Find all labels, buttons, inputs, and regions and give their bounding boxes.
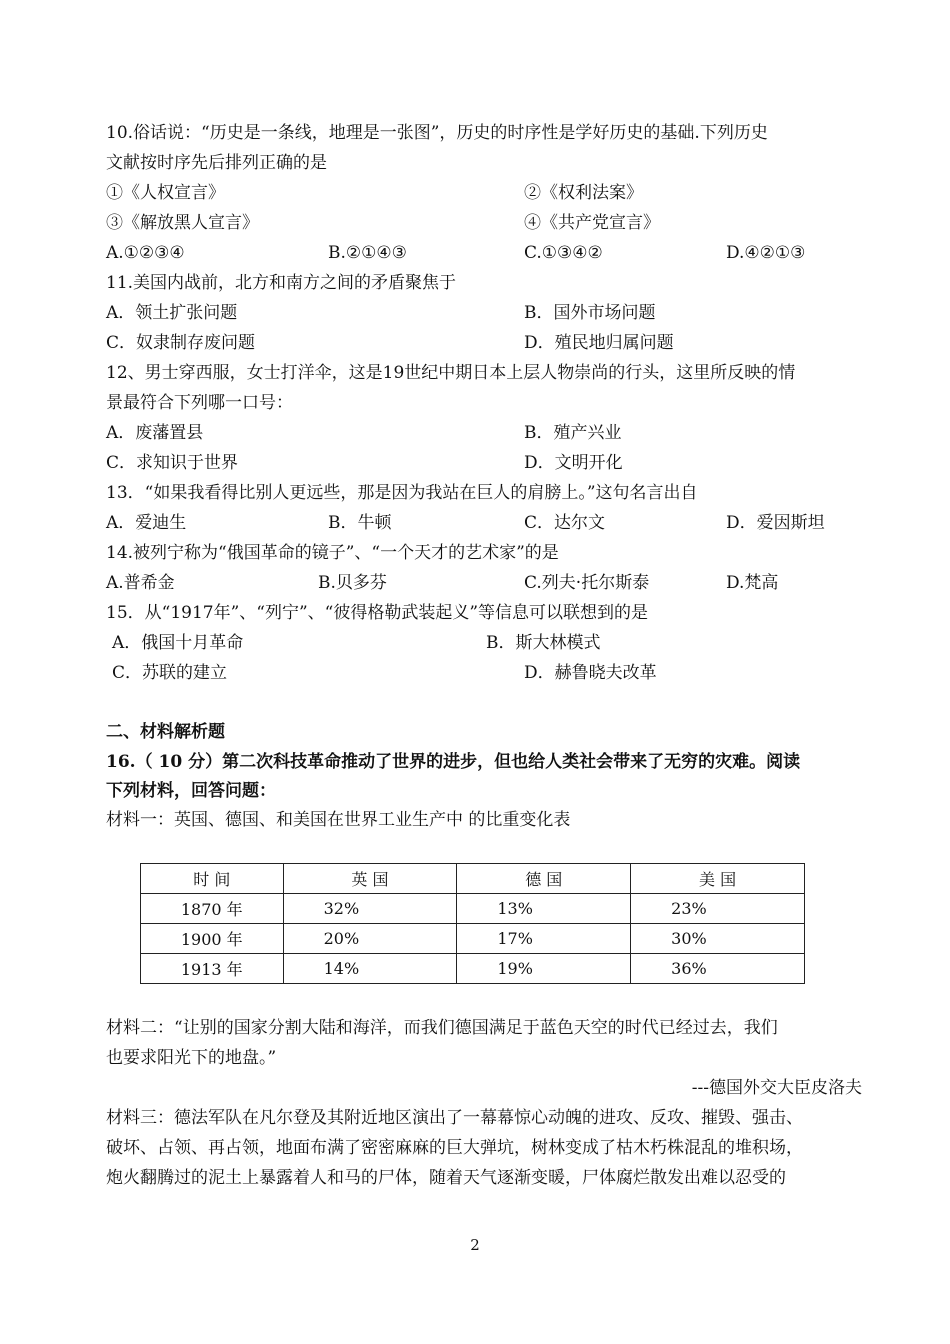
q12-option-c: C．求知识于世界 xyxy=(106,453,239,473)
q14-option-a: A.普希金 xyxy=(106,573,175,593)
material3-line2: 破坏、占领、再占领，地面布满了密密麻麻的巨大弹坑，树林变成了枯木朽株混乱的堆积场， xyxy=(106,1138,803,1158)
table-cell-value: 14% xyxy=(283,954,457,984)
q10-item-4: ④《共产党宣言》 xyxy=(524,213,660,233)
table-row xyxy=(141,954,805,984)
q11-stem: 11.美国内战前，北方和南方之间的矛盾聚焦于 xyxy=(106,273,457,293)
q15-stem: 15．从“1917年”、“列宁”、“彼得格勒武装起义”等信息可以联想到的是 xyxy=(106,603,649,623)
q12-option-d: D．文明开化 xyxy=(524,453,623,473)
table-cell-value: 32% xyxy=(283,894,457,924)
q10-stem-line1: 10.俗话说：“历史是一条线，地理是一张图”，历史的时序性是学好历史的基础.下列历史 xyxy=(106,123,768,143)
material1-title: 材料一：英国、德国、和美国在世界工业生产中 的比重变化表 xyxy=(106,810,571,830)
material3-line3: 炮火翻腾过的泥土上暴露着人和马的尸体，随着天气逐渐变暖，尸体腐烂散发出难以忍受的 xyxy=(106,1168,786,1188)
q13-option-b: B．牛顿 xyxy=(328,513,392,533)
q10-option-b: B.②①④③ xyxy=(328,243,407,263)
q14-option-d: D.梵高 xyxy=(726,573,779,593)
table-row xyxy=(141,924,805,954)
table-cell-value: 17% xyxy=(457,924,631,954)
material2-line1: 材料二：“让别的国家分割大陆和海洋，而我们德国满足于蓝色天空的时代已经过去，我们 xyxy=(106,1018,778,1038)
q11-option-d: D．殖民地归属问题 xyxy=(524,333,674,353)
q12-option-a: A．废藩置县 xyxy=(106,423,204,443)
q12-option-b: B．殖产兴业 xyxy=(524,423,622,443)
q13-option-a: A．爱迪生 xyxy=(106,513,187,533)
q16-stem-line1: 16.（ 10 分）第二次科技革命推动了世界的进步，但也给人类社会带来了无穷的灾难。阅读 xyxy=(106,752,801,772)
q15-option-c: C．苏联的建立 xyxy=(112,663,228,683)
table-cell-value: 30% xyxy=(631,924,805,954)
q11-option-a: A．领土扩张问题 xyxy=(106,303,238,323)
q12-stem-line1: 12、男士穿西服，女士打洋伞，这是19世纪中期日本上层人物崇尚的行头，这里所反映的情 xyxy=(106,363,796,383)
q14-option-c: C.列夫·托尔斯泰 xyxy=(524,573,650,593)
q13-stem: 13．“如果我看得比别人更远些，那是因为我站在巨人的肩膀上。”这句名言出自 xyxy=(106,483,698,503)
q16-stem-line2: 下列材料，回答问题： xyxy=(106,781,276,801)
table-cell-value: 36% xyxy=(631,954,805,984)
table-cell-year: 1900 年 xyxy=(141,924,284,954)
q15-option-a: A．俄国十月革命 xyxy=(112,633,244,653)
table-header-cell: 时 间 xyxy=(141,864,284,894)
q10-item-1: ①《人权宣言》 xyxy=(106,183,225,203)
q15-option-d: D．赫鲁晓夫改革 xyxy=(524,663,657,683)
q10-option-a: A.①②③④ xyxy=(106,243,185,263)
table-header-row xyxy=(141,864,805,894)
q10-item-3: ③《解放黑人宣言》 xyxy=(106,213,259,233)
q14-option-b: B.贝多芬 xyxy=(318,573,387,593)
table-cell-year: 1913 年 xyxy=(141,954,284,984)
q10-item-2: ②《权利法案》 xyxy=(524,183,643,203)
table-header-cell: 德 国 xyxy=(457,864,631,894)
q15-option-b: B．斯大林模式 xyxy=(486,633,601,653)
material2-source: ---德国外交大臣皮洛夫 xyxy=(691,1078,862,1098)
table-row xyxy=(141,894,805,924)
q12-stem-line2: 景最符合下列哪一口号： xyxy=(106,393,293,413)
section-title: 二、材料解析题 xyxy=(106,722,225,742)
q10-option-d: D.④②①③ xyxy=(726,243,806,263)
table-cell-value: 23% xyxy=(631,894,805,924)
material3-line1: 材料三：德法军队在凡尔登及其附近地区演出了一幕幕惊心动魄的进攻、反攻、摧毁、强击、 xyxy=(106,1108,803,1128)
page-number: 2 xyxy=(470,1236,480,1254)
industry-share-table xyxy=(140,863,805,984)
q13-option-d: D．爱因斯坦 xyxy=(726,513,825,533)
table-cell-value: 19% xyxy=(457,954,631,984)
q13-option-c: C．达尔文 xyxy=(524,513,606,533)
q10-option-c: C.①③④② xyxy=(524,243,603,263)
q11-option-c: C．奴隶制存废问题 xyxy=(106,333,256,353)
material2-line2: 也要求阳光下的地盘。” xyxy=(106,1048,277,1068)
table-header-cell: 英 国 xyxy=(283,864,457,894)
table-cell-value: 13% xyxy=(457,894,631,924)
table-header-cell: 美 国 xyxy=(631,864,805,894)
q14-stem: 14.被列宁称为“俄国革命的镜子”、“一个天才的艺术家”的是 xyxy=(106,543,559,563)
table-cell-year: 1870 年 xyxy=(141,894,284,924)
table-cell-value: 20% xyxy=(283,924,457,954)
q10-stem-line2: 文献按时序先后排列正确的是 xyxy=(106,153,327,173)
q11-option-b: B．国外市场问题 xyxy=(524,303,656,323)
